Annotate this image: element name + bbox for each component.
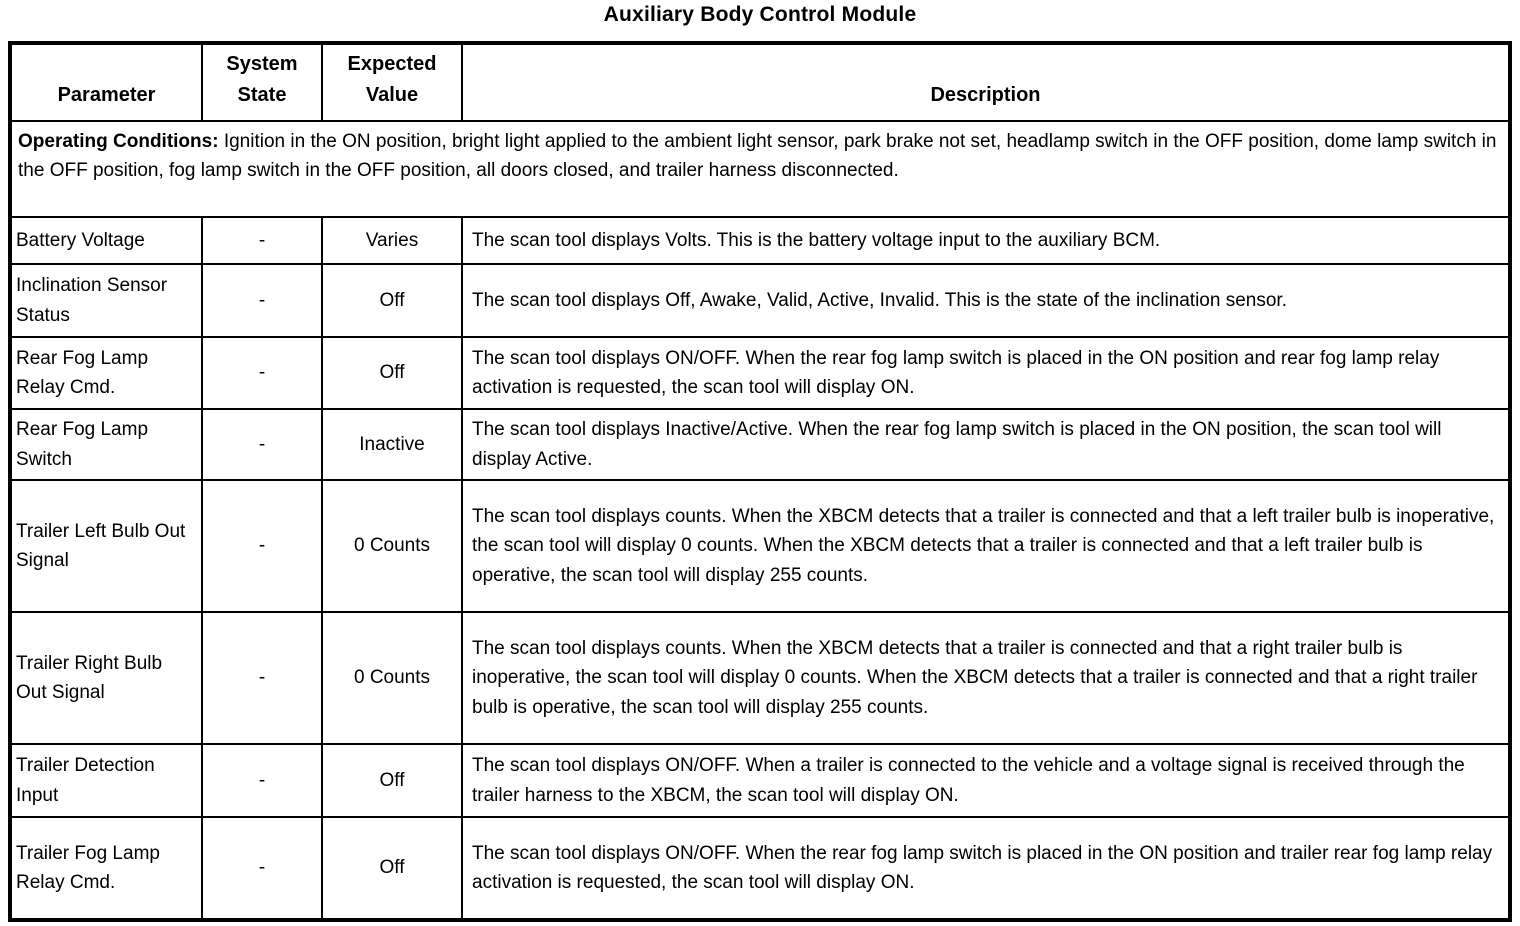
description-cell: The scan tool displays Inactive/Active. When the rear fog lamp switch is placed in the ON position, the scan tool will display Active. xyxy=(462,409,1510,480)
expected-value-cell: Off xyxy=(322,264,462,337)
system-state-cell: - xyxy=(202,337,322,409)
expected-value-cell: Off xyxy=(322,337,462,409)
table-row xyxy=(10,480,1510,612)
column-header-expected-value: Expected Value xyxy=(322,43,462,121)
table-row xyxy=(10,409,1510,480)
expected-value-cell: Off xyxy=(322,744,462,817)
parameter-cell: Inclination Sensor Status xyxy=(10,264,202,337)
system-state-cell: - xyxy=(202,480,322,612)
parameter-cell: Rear Fog Lamp Switch xyxy=(10,409,202,480)
parameter-table xyxy=(8,41,1512,922)
operating-conditions-text: Ignition in the ON position, bright light applied to the ambient light sensor, park brake not set, headlamp switch in the OFF position, dome lamp switch in the OFF position, fog lamp switch in the OFF position, all doors closed, and trailer harness disconnected. xyxy=(18,131,1497,182)
column-header-description: Description xyxy=(462,43,1510,121)
parameter-cell: Trailer Detection Input xyxy=(10,744,202,817)
column-header-parameter: Parameter xyxy=(10,43,202,121)
table-row xyxy=(10,817,1510,920)
header-row xyxy=(10,43,1510,121)
parameter-cell: Trailer Fog Lamp Relay Cmd. xyxy=(10,817,202,920)
parameter-cell: Battery Voltage xyxy=(10,217,202,264)
system-state-cell: - xyxy=(202,744,322,817)
system-state-cell: - xyxy=(202,264,322,337)
table-row xyxy=(10,744,1510,817)
table-row xyxy=(10,612,1510,744)
description-cell: The scan tool displays counts. When the XBCM detects that a trailer is connected and that a right trailer bulb is inoperative, the scan tool will display 0 counts. When the XBCM detects that a trailer is connected and that a right trailer bulb is operative, the scan tool will display 255 counts. xyxy=(462,612,1510,744)
page-title: Auxiliary Body Control Module xyxy=(603,3,917,26)
description-cell: The scan tool displays ON/OFF. When the rear fog lamp switch is placed in the ON position and rear fog lamp relay activation is requested, the scan tool will display ON. xyxy=(462,337,1510,409)
description-cell: The scan tool displays Volts. This is the battery voltage input to the auxiliary BCM. xyxy=(462,217,1510,264)
system-state-cell: - xyxy=(202,217,322,264)
table-row xyxy=(10,264,1510,337)
expected-value-cell: 0 Counts xyxy=(322,612,462,744)
system-state-cell: - xyxy=(202,612,322,744)
description-cell: The scan tool displays ON/OFF. When the rear fog lamp switch is placed in the ON position and trailer rear fog lamp relay activation is requested, the scan tool will display ON. xyxy=(462,817,1510,920)
description-cell: The scan tool displays counts. When the XBCM detects that a trailer is connected and that a left trailer bulb is inoperative, the scan tool will display 0 counts. When the XBCM detects that a trailer is connected and that a left trailer bulb is operative, the scan tool will display 255 counts. xyxy=(462,480,1510,612)
expected-value-cell: Off xyxy=(322,817,462,920)
operating-conditions-cell xyxy=(10,121,1510,217)
parameter-cell: Trailer Right Bulb Out Signal xyxy=(10,612,202,744)
table-row xyxy=(10,337,1510,409)
parameter-cell: Trailer Left Bulb Out Signal xyxy=(10,480,202,612)
expected-value-cell: Varies xyxy=(322,217,462,264)
operating-conditions-label: Operating Conditions: xyxy=(18,131,219,152)
expected-value-cell: Inactive xyxy=(322,409,462,480)
description-cell: The scan tool displays ON/OFF. When a trailer is connected to the vehicle and a voltage signal is received through the trailer harness to the XBCM, the scan tool will display ON. xyxy=(462,744,1510,817)
expected-value-cell: 0 Counts xyxy=(322,480,462,612)
operating-conditions-row xyxy=(10,121,1510,217)
table-row xyxy=(10,217,1510,264)
column-header-system-state: System State xyxy=(202,43,322,121)
system-state-cell: - xyxy=(202,817,322,920)
description-cell: The scan tool displays Off, Awake, Valid, Active, Invalid. This is the state of the inclination sensor. xyxy=(462,264,1510,337)
system-state-cell: - xyxy=(202,409,322,480)
parameter-cell: Rear Fog Lamp Relay Cmd. xyxy=(10,337,202,409)
